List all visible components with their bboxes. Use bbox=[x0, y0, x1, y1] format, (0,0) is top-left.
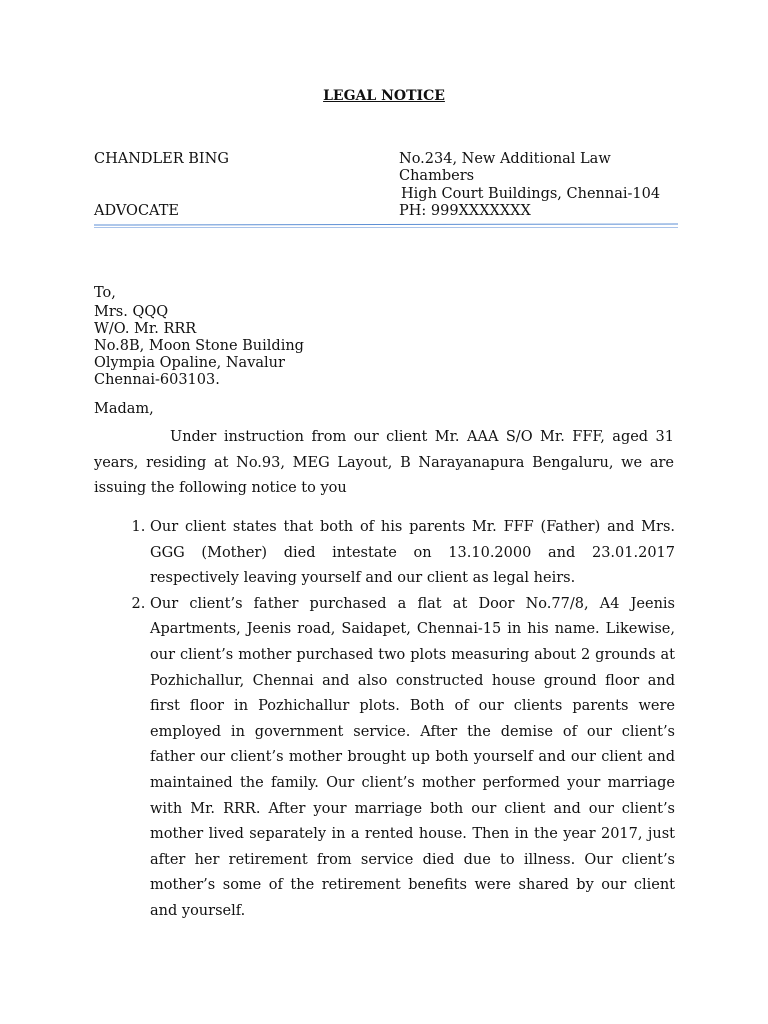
recipient-relation: W/O. Mr. RRR bbox=[94, 321, 197, 337]
notice-points-list bbox=[94, 515, 675, 925]
salutation: Madam, bbox=[94, 401, 154, 417]
advocate-role: ADVOCATE bbox=[94, 203, 179, 219]
recipient-name: Mrs. QQQ bbox=[94, 304, 169, 320]
office-address-line-2: Chambers bbox=[399, 168, 475, 184]
recipient-address-line-3: Chennai-603103. bbox=[94, 372, 220, 388]
recipient-address-line-2: Olympia Opaline, Navalur bbox=[94, 355, 285, 371]
office-address-line-1: No.234, New Additional Law bbox=[399, 151, 611, 167]
office-phone: PH: 999XXXXXXX bbox=[399, 203, 531, 219]
header-divider-shadow bbox=[94, 227, 678, 228]
intro-paragraph bbox=[94, 425, 674, 502]
recipient-address-line-1: No.8B, Moon Stone Building bbox=[94, 338, 304, 354]
office-address-line-3: High Court Buildings, Chennai-104 bbox=[401, 186, 661, 202]
notice-point: 1. Our client states that both of his parents Mr. FFF (Father) and Mrs. GGG (Mother) died intestate on 13.10.2000 and 23.01.2017 respectively leaving yourself and our client as legal heirs. bbox=[150, 515, 675, 592]
recipient-to: To, bbox=[94, 285, 116, 301]
advocate-name: CHANDLER BING bbox=[94, 151, 229, 167]
intro-text: Under instruction from our client Mr. AAA S/O Mr. FFF, aged 31 years, residing at No.93, MEG Layout, B Narayanapura Bengaluru, we are issuing the following notice to you bbox=[94, 429, 674, 497]
notice-point: 2. Our client’s father purchased a flat at Door No.77/8, A4 Jeenis Apartments, Jeenis road, Saidapet, Chennai-15 in his name. Likewise, our client’s mother purchased two plots measuring about 2 grounds at Pozhichallur, Chennai and also constructed house ground floor and first floor in Pozhichallur plots. Both of our clients parents were employed in government service. After the demise of our client’s father our client’s mother brought up both yourself and our client and maintained the family. Our client’s mother performed your marriage with Mr. RRR. After your marriage both our client and our client’s mother lived separately in a rented house. Then in the year 2017, just after her retirement from service died due to illness. Our client’s mother’s some of the retirement benefits were shared by our client and yourself. bbox=[150, 592, 675, 925]
header-divider bbox=[94, 223, 678, 225]
document-title: LEGAL NOTICE bbox=[323, 88, 445, 104]
